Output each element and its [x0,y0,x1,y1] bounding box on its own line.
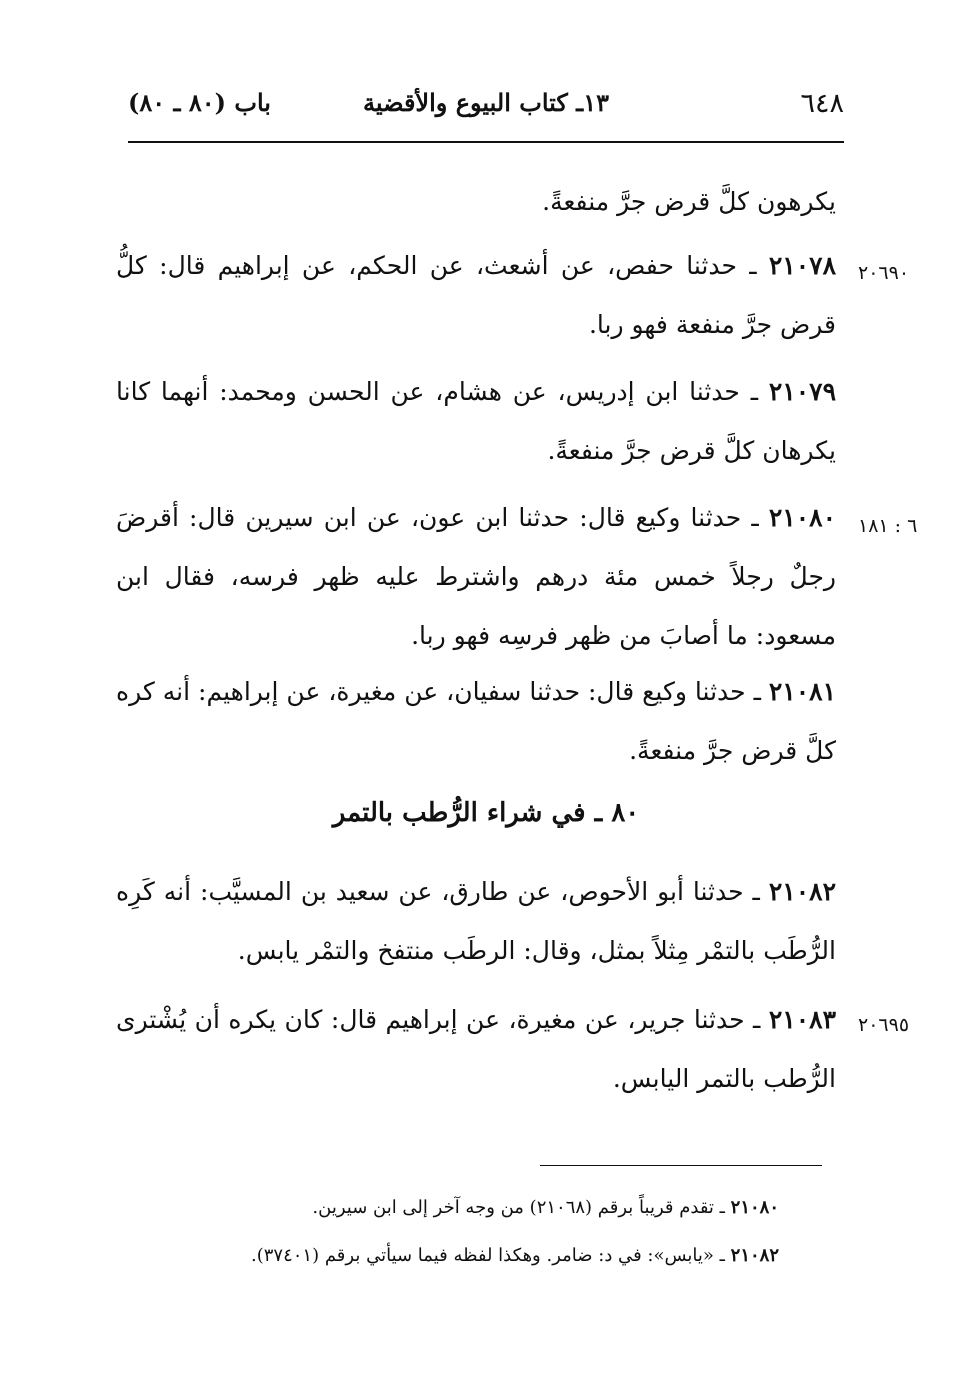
paragraph-text: يكرهون كلَّ قرض جرَّ منفعةً. [542,187,836,216]
margin-reference: ٢٠٦٩٠ [858,262,910,284]
footnote-number: ٢١٠٨٠ [730,1197,779,1218]
hadith-number: ٢١٠٧٨ [768,251,836,280]
footnote [129,1241,779,1271]
footnote-text: ـ «يابس»: في د: ضامر. وهكذا لفظه فيما سيأتي برقم (٣٧٤٠١). [250,1245,731,1266]
hadith-entry [116,362,836,480]
hadith-text: ـ حدثنا وكيع قال: حدثنا ابن عون، عن ابن سيرين قال: أقرضَ رجلٌ رجلاً خمس مئة درهم واشترط عليه ظهر فرسه، فقال ابن مسعود: ما أصابَ من ظهر فرسِه فهو ربا. [116,503,836,650]
hadith-text: ـ حدثنا أبو الأحوص، عن طارق، عن سعيد بن المسيَّب: أنه كَرِه الرُّطَب بالتمْر مِثلاً بمثل، وقال: الرطَب منتفخ والتمْر يابس. [116,877,836,965]
header-rule [128,141,844,143]
section-heading: ٨٠ ـ في شراء الرُّطب بالتمر [332,798,640,828]
margin-reference: ٢٠٦٩٥ [858,1014,910,1036]
hadith-number: ٢١٠٨٣ [768,1005,836,1034]
chapter-range: باب (٨٠ ـ ٨٠) [128,88,271,117]
hadith-text: ـ حدثنا جرير، عن مغيرة، عن إبراهيم قال: كان يكره أن يُشْترى الرُّطب بالتمر اليابس. [116,1005,836,1093]
footnote [129,1193,779,1223]
hadith-entry [116,862,836,980]
margin-reference: ٦ : ١٨١ [858,515,918,537]
continuation-paragraph [116,172,836,231]
footnote-text: ـ تقدم قريباً برقم (٢١٠٦٨) من وجه آخر إلى ابن سيرين. [312,1197,731,1218]
book-title: ١٣ـ كتاب البيوع والأقضية [363,88,609,117]
hadith-number: ٢١٠٨١ [768,677,836,706]
footnote-rule [540,1165,822,1166]
running-header [128,88,844,128]
hadith-entry [116,488,836,665]
hadith-number: ٢١٠٨٢ [768,877,836,906]
hadith-text: ـ حدثنا وكيع قال: حدثنا سفيان، عن مغيرة، عن إبراهيم: أنه كره كلَّ قرض جرَّ منفعةً. [116,677,836,765]
hadith-number: ٢١٠٧٩ [768,377,836,406]
footnote-number: ٢١٠٨٢ [730,1245,779,1266]
hadith-text: ـ حدثنا ابن إدريس، عن هشام، عن الحسن ومحمد: أنهما كانا يكرهان كلَّ قرض جرَّ منفعةً. [116,377,836,465]
hadith-text: ـ حدثنا حفص، عن أشعث، عن الحكم، عن إبراهيم قال: كلُّ قرض جرَّ منفعة فهو ربا. [116,251,836,339]
hadith-entry [116,990,836,1108]
hadith-entry [116,662,836,780]
hadith-number: ٢١٠٨٠ [768,503,836,532]
page-number: ٦٤٨ [800,88,844,119]
hadith-entry [116,236,836,354]
